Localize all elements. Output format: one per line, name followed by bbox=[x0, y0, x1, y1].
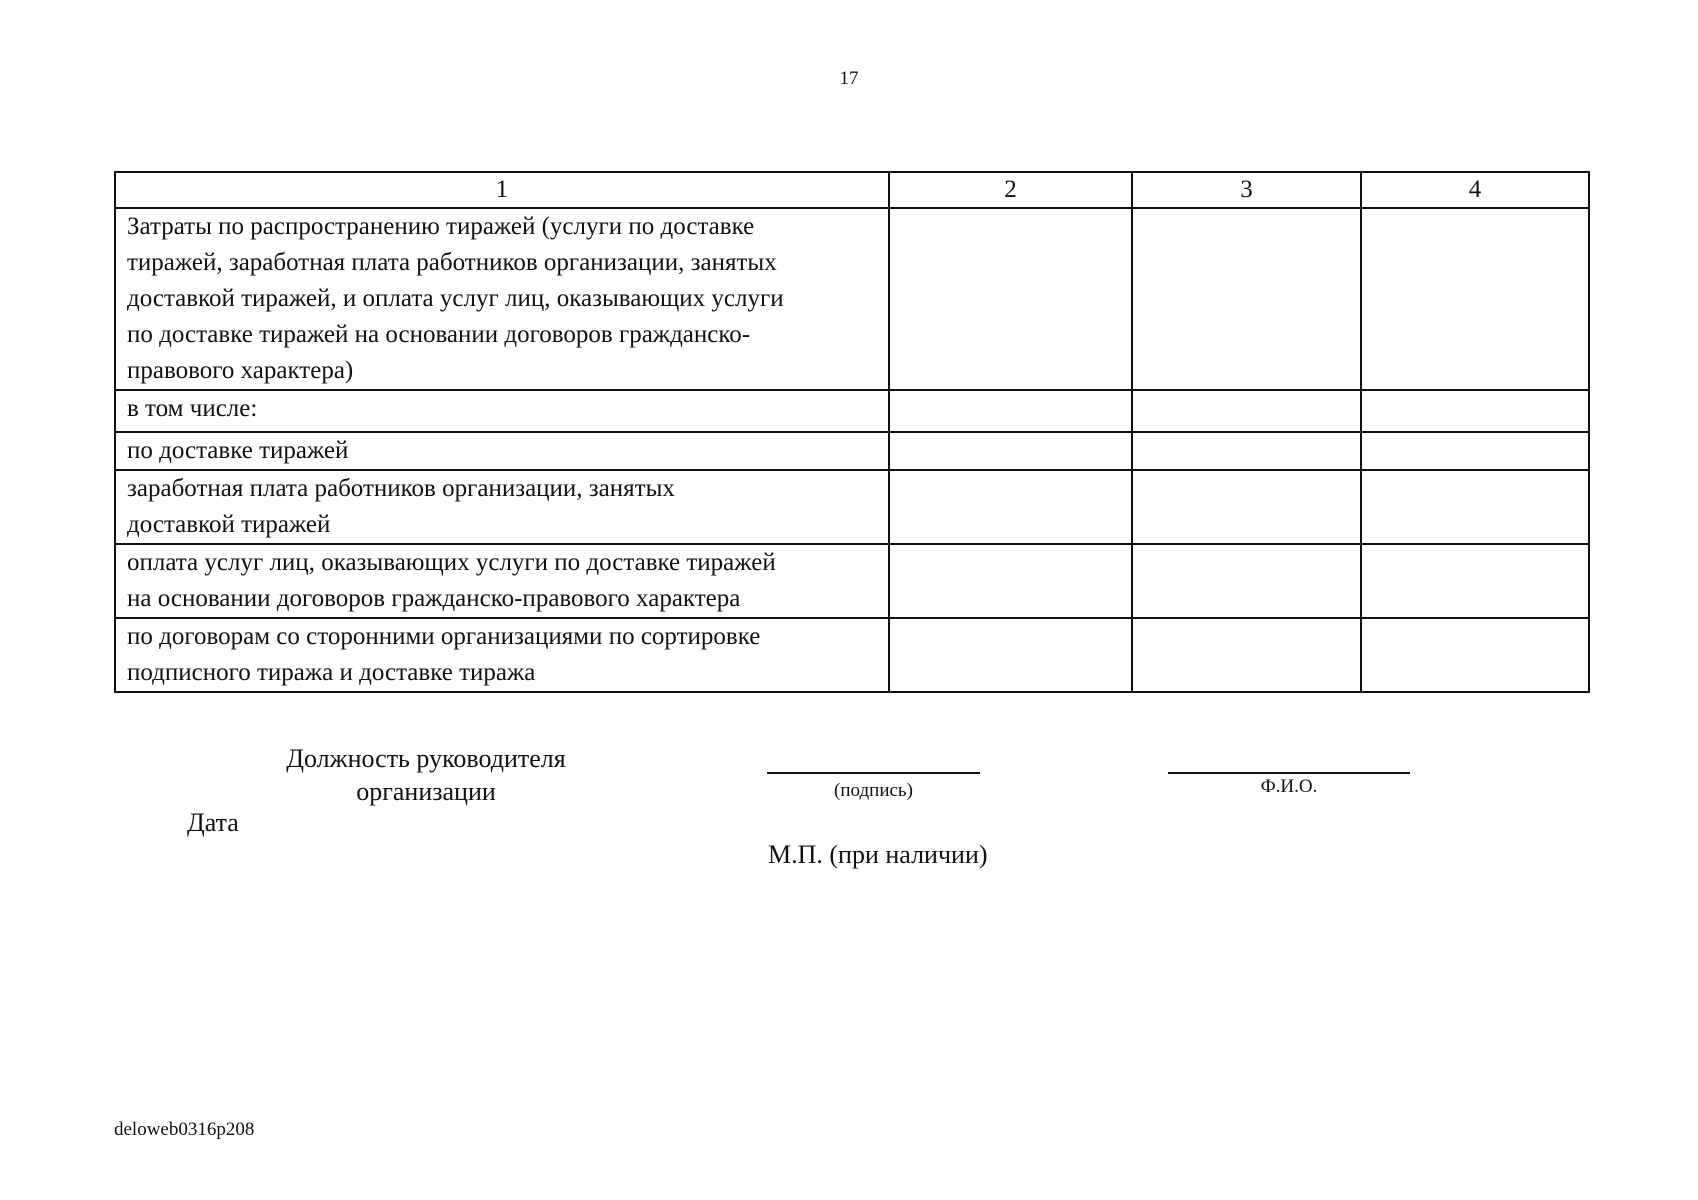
value-cell-col-2 bbox=[889, 470, 1132, 544]
row-label-line: тиражей, заработная плата работников организации, занятых bbox=[127, 249, 777, 276]
value-cell-col-2 bbox=[889, 432, 1132, 470]
row-label-cell bbox=[115, 390, 889, 432]
column-header-2: 2 bbox=[889, 172, 1132, 208]
value-cell-col-3 bbox=[1132, 470, 1361, 544]
position-title-line: Должность руководителя bbox=[286, 744, 566, 773]
value-cell-col-2 bbox=[889, 208, 1132, 390]
row-label-cell bbox=[115, 470, 889, 544]
value-cell-col-4 bbox=[1361, 470, 1589, 544]
value-cell-col-4 bbox=[1361, 432, 1589, 470]
column-header-3: 3 bbox=[1132, 172, 1361, 208]
value-cell-col-3 bbox=[1132, 432, 1361, 470]
row-label-line: подписного тиража и доставке тиража bbox=[127, 659, 536, 686]
fio-caption: Ф.И.О. bbox=[1260, 776, 1318, 797]
table-row bbox=[115, 544, 1589, 618]
row-label-line: оплата услуг лиц, оказывающих услуги по доставке тиражей bbox=[127, 549, 776, 576]
table-row bbox=[115, 432, 1589, 470]
row-label-line: Затраты по распространению тиражей (услуги по доставке bbox=[127, 213, 755, 240]
signature-caption: (подпись) bbox=[834, 780, 913, 801]
cost-table bbox=[114, 171, 1590, 693]
row-label-cell bbox=[115, 432, 889, 470]
value-cell-col-2 bbox=[889, 618, 1132, 692]
row-label-line: по доставке тиражей bbox=[127, 437, 349, 464]
table-row bbox=[115, 618, 1589, 692]
value-cell-col-4 bbox=[1361, 208, 1589, 390]
column-header-4: 4 bbox=[1361, 172, 1589, 208]
table-header-row bbox=[115, 172, 1589, 208]
value-cell-col-2 bbox=[889, 390, 1132, 432]
position-title bbox=[252, 742, 600, 808]
signature-line bbox=[767, 772, 980, 774]
table-row bbox=[115, 208, 1589, 390]
row-label-line: по доставке тиражей на основании договоров гражданско- bbox=[127, 321, 751, 348]
page-number: 17 bbox=[839, 68, 859, 89]
row-label-line: правового характера) bbox=[127, 357, 354, 384]
value-cell-col-3 bbox=[1132, 544, 1361, 618]
value-cell-col-4 bbox=[1361, 618, 1589, 692]
date-label: Дата bbox=[187, 808, 239, 837]
column-header-1: 1 bbox=[115, 172, 889, 208]
row-label-cell bbox=[115, 618, 889, 692]
value-cell-col-2 bbox=[889, 544, 1132, 618]
stamp-label: М.П. (при наличии) bbox=[768, 840, 988, 869]
position-title-line: организации bbox=[356, 777, 496, 806]
row-label-line: на основании договоров гражданско-правового характера bbox=[127, 585, 741, 612]
row-label-cell bbox=[115, 544, 889, 618]
fio-line bbox=[1168, 772, 1410, 774]
row-label-line: в том числе: bbox=[127, 395, 258, 422]
row-label-cell bbox=[115, 208, 889, 390]
value-cell-col-3 bbox=[1132, 390, 1361, 432]
row-label-line: заработная плата работников организации, занятых bbox=[127, 475, 675, 502]
table-row bbox=[115, 470, 1589, 544]
row-label-line: по договорам со сторонними организациями по сортировке bbox=[127, 623, 761, 650]
row-label-line: доставкой тиражей, и оплата услуг лиц, оказывающих услуги bbox=[127, 285, 784, 312]
value-cell-col-3 bbox=[1132, 618, 1361, 692]
table-row bbox=[115, 390, 1589, 432]
row-label-line: доставкой тиражей bbox=[127, 511, 331, 538]
value-cell-col-3 bbox=[1132, 208, 1361, 390]
document-code: deloweb0316p208 bbox=[114, 1119, 255, 1140]
value-cell-col-4 bbox=[1361, 544, 1589, 618]
value-cell-col-4 bbox=[1361, 390, 1589, 432]
